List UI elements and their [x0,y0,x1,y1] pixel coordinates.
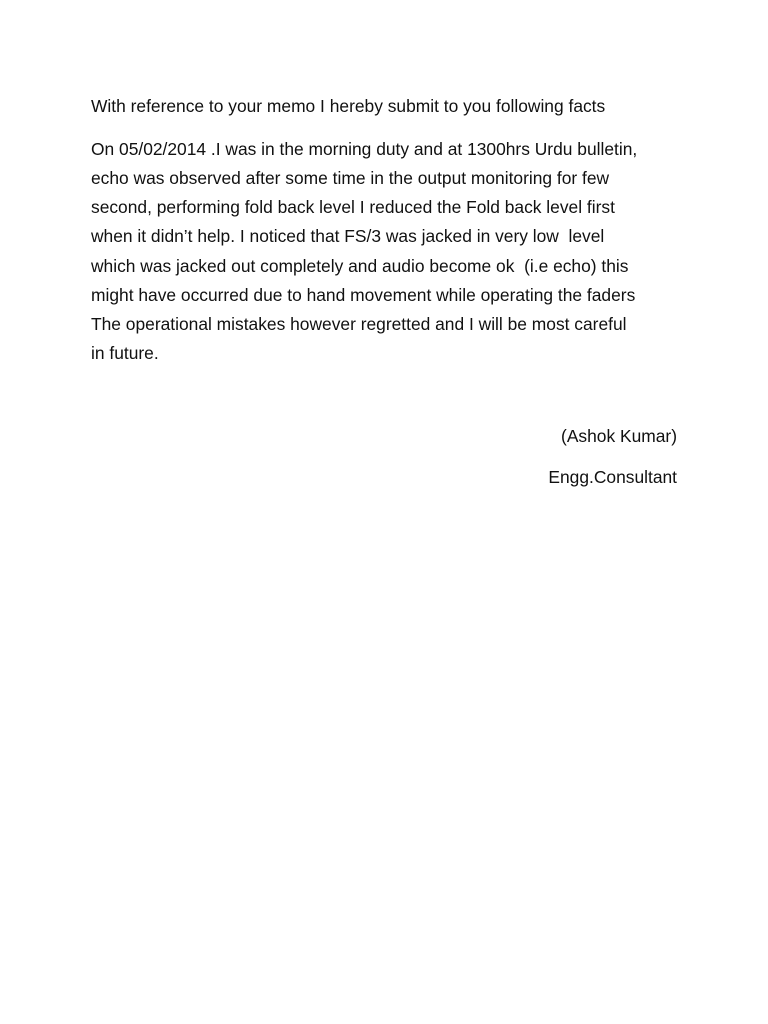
body-line-1: On 05/02/2014 .I was in the morning duty and at 1300hrs Urdu bulletin, [91,139,638,159]
body-line-4: when it didn’t help. I noticed that FS/3 was jacked in very low level [91,226,605,246]
body-line-7: The operational mistakes however regretted and I will be most careful [91,314,627,334]
body-line-3: second, performing fold back level I reduced the Fold back level first [91,197,615,217]
intro-line: With reference to your memo I hereby submit to you following facts [91,96,606,116]
signature-name: (Ashok Kumar) [561,426,677,446]
body-line-2: echo was observed after some time in the output monitoring for few [91,168,610,188]
body-line-8: in future. [91,343,159,363]
body-line-6: might have occurred due to hand movement while operating the faders [91,285,636,305]
body-line-5: which was jacked out completely and audio become ok (i.e echo) this [91,256,629,276]
signature-designation: Engg.Consultant [548,467,677,487]
